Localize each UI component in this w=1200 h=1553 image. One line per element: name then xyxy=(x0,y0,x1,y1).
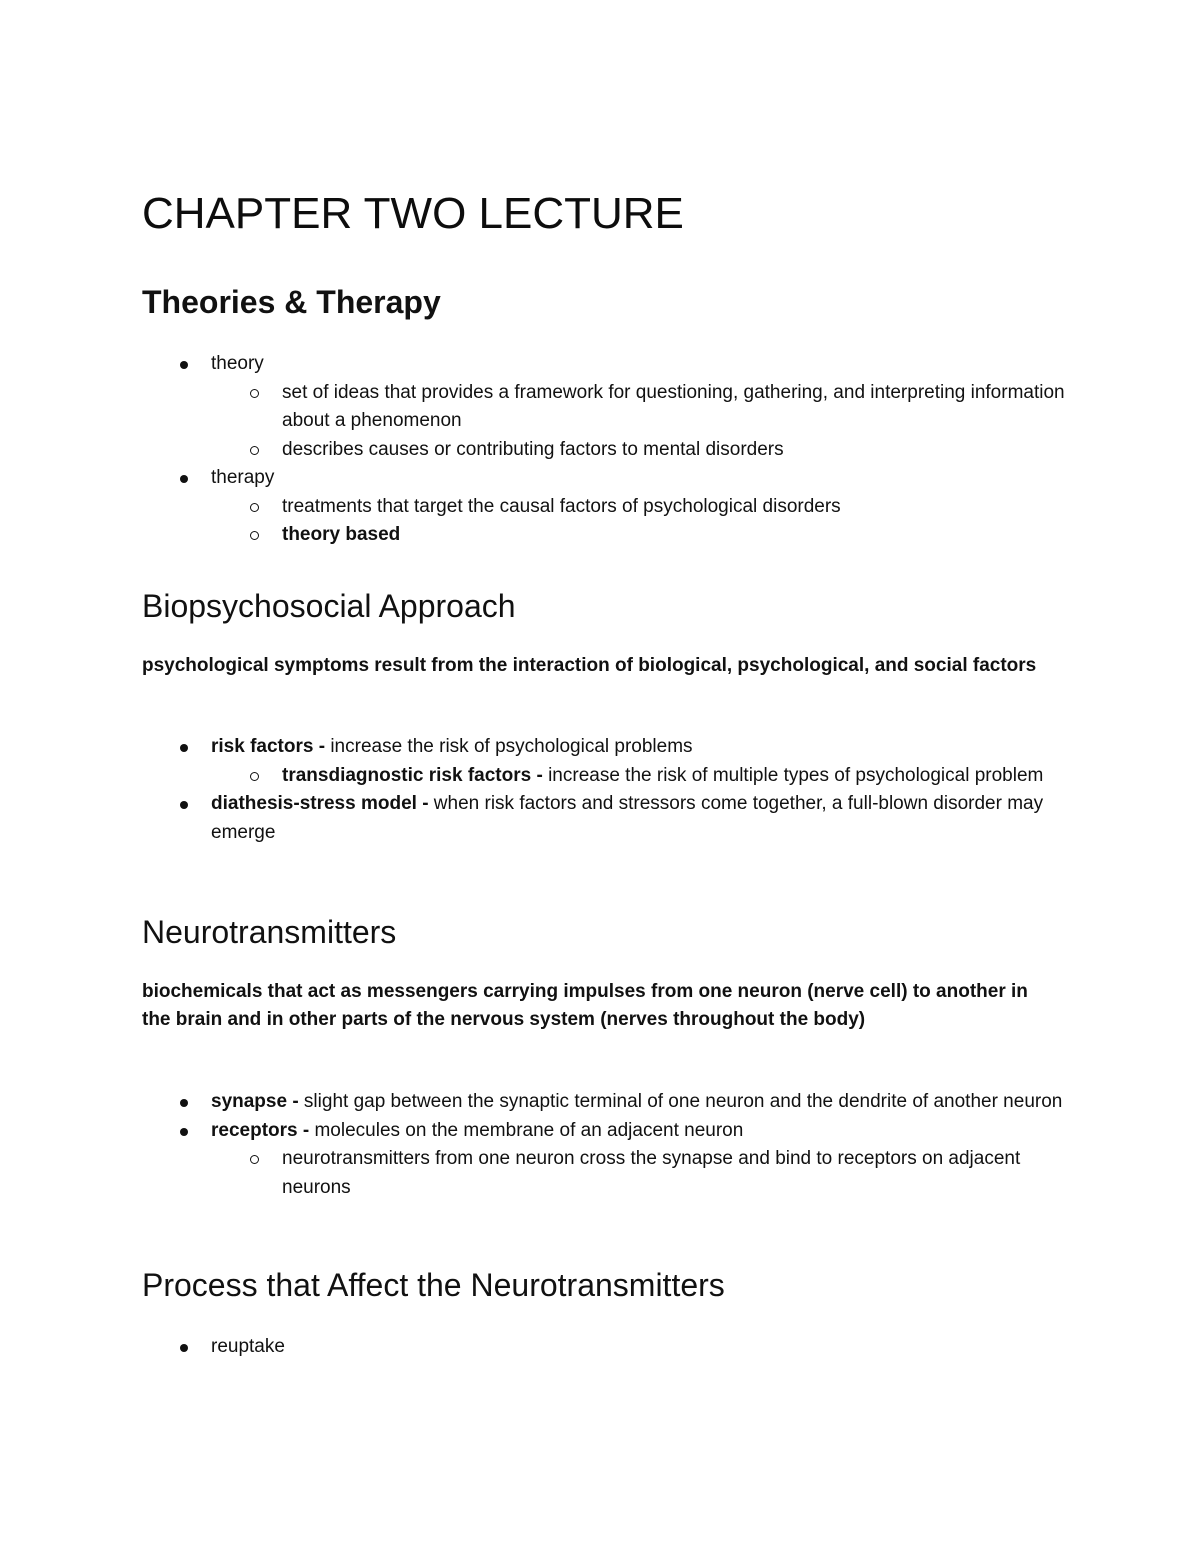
heading-neurotransmitters: Neurotransmitters xyxy=(142,914,397,950)
sub-item-text: treatments that target the causal factors of psychological disorders xyxy=(282,495,841,517)
heading-theories-therapy: Theories & Therapy xyxy=(142,284,441,320)
list-item-receptors xyxy=(142,1117,1092,1146)
bullet-circle-icon xyxy=(250,446,259,455)
page-title: CHAPTER TWO LECTURE xyxy=(142,189,684,238)
list-item-therapy xyxy=(142,464,1092,493)
neurotransmitters-definition: biochemicals that act as messengers carrying impulses from one neuron (nerve cell) to another in the brain and in other parts of the nervous system (nerves throughout the body) xyxy=(142,981,1028,1030)
heading-process: Process that Affect the Neurotransmitters xyxy=(142,1267,725,1303)
sub-list-item xyxy=(142,436,1092,465)
list-item-theory xyxy=(142,350,1092,379)
process-list xyxy=(142,1333,1092,1362)
list-item-synapse xyxy=(142,1088,1092,1117)
term-label: synapse - xyxy=(211,1091,299,1112)
term-definition: molecules on the membrane of an adjacent neuron xyxy=(309,1119,744,1141)
list-item-label: theory xyxy=(211,353,264,374)
sub-item-text: neurotransmitters from one neuron cross the synapse and bind to receptors on adjacent neurons xyxy=(282,1148,1021,1198)
bullet-dot-icon xyxy=(180,1099,188,1107)
sub-list-item xyxy=(142,1145,1092,1202)
sub-list-item xyxy=(142,762,1092,791)
term-definition: increase the risk of multiple types of psychological problem xyxy=(542,764,1044,786)
list-item-label: reuptake xyxy=(211,1336,285,1357)
sub-list-item xyxy=(142,493,1092,522)
list-item-label: therapy xyxy=(211,467,275,488)
heading-biopsychosocial: Biopsychosocial Approach xyxy=(142,588,516,624)
sub-item-text: set of ideas that provides a framework for questioning, gathering, and interpreting information about a phenomenon xyxy=(282,381,1065,431)
term-definition: slight gap between the synaptic terminal of one neuron and the dendrite of another neuron xyxy=(298,1091,1063,1112)
bullet-dot-icon xyxy=(180,1344,188,1352)
bullet-circle-icon xyxy=(250,389,259,398)
term-label: diathesis-stress model - xyxy=(211,793,429,814)
bullet-dot-icon xyxy=(180,744,188,752)
term-definition: increase the risk of psychological problems xyxy=(325,736,693,757)
biopsychosocial-list xyxy=(142,733,1092,847)
list-item-reuptake xyxy=(142,1333,1092,1362)
sub-list-item xyxy=(142,379,1092,436)
bullet-circle-icon xyxy=(250,772,259,781)
bullet-circle-icon xyxy=(250,1155,259,1164)
list-item-diathesis-stress xyxy=(142,790,1092,847)
sub-list-item xyxy=(142,521,1092,550)
biopsychosocial-definition: psychological symptoms result from the interaction of biological, psychological, and social factors xyxy=(142,655,1037,676)
neurotransmitters-list xyxy=(142,1088,1092,1202)
list-item-risk-factors xyxy=(142,733,1092,762)
term-label: risk factors - xyxy=(211,736,326,757)
bullet-dot-icon xyxy=(180,475,188,483)
theories-list xyxy=(142,350,1092,550)
bullet-dot-icon xyxy=(180,361,188,369)
bullet-dot-icon xyxy=(180,801,188,809)
sub-item-text-bold: theory based xyxy=(282,524,401,545)
term-definition: when risk factors and stressors come together, a full-blown disorder may emerge xyxy=(211,793,1044,843)
sub-item-text: describes causes or contributing factors to mental disorders xyxy=(282,438,784,460)
term-label: transdiagnostic risk factors - xyxy=(282,764,543,786)
bullet-circle-icon xyxy=(250,531,259,540)
bullet-circle-icon xyxy=(250,503,259,512)
bullet-dot-icon xyxy=(180,1128,188,1136)
term-label: receptors - xyxy=(211,1119,310,1141)
